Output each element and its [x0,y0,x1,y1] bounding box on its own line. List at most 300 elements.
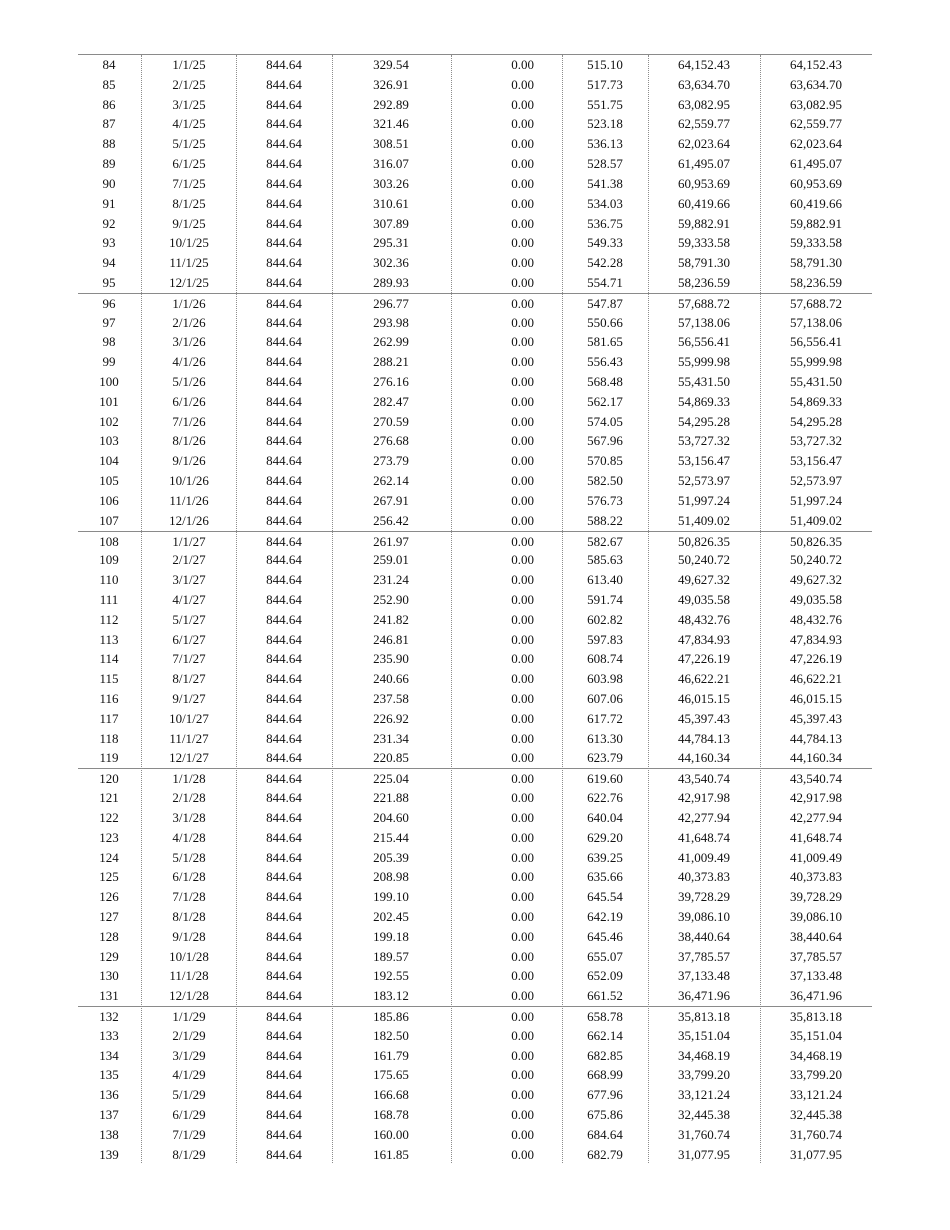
cell-balance: 64,152.43 [678,57,730,72]
cell-balance: 31,760.74 [678,1126,730,1142]
cell-extra [452,75,562,95]
cell-extra-value: 0.00 [511,156,534,172]
cell-interest: 256.42 [373,512,409,528]
cell-extra [452,748,562,768]
cell-extra-value: 0.00 [511,533,534,549]
cell-payment-date: 12/1/27 [169,750,209,766]
cell-payment-number: 122 [99,809,119,825]
cell-extra-value: 0.00 [511,255,534,271]
cell-extra-value: 0.00 [511,96,534,112]
cell-extra-value: 0.00 [511,295,534,311]
table-row [78,788,872,808]
cell-extra [452,630,562,650]
cell-payment-number: 117 [99,710,119,726]
cell-payment-amount: 844.64 [266,750,302,766]
table-row [78,1026,872,1046]
cell-payment-date: 11/1/26 [169,492,209,508]
cell-payment-amount: 844.64 [266,771,302,787]
cell-interest: 231.24 [373,572,409,588]
cell-interest: 288.21 [373,354,409,370]
cell-interest: 221.88 [373,790,409,806]
cell-payment-number: 99 [102,354,116,370]
cell-extra [452,769,562,788]
cell-extra-value: 0.00 [511,1087,534,1103]
cell-payment-number: 116 [99,691,119,706]
cell-ending-balance: 49,035.58 [790,591,842,607]
cell-payment-amount: 844.64 [266,413,302,429]
table-row [78,610,872,630]
cell-extra [452,332,562,352]
cell-interest: 295.31 [373,235,409,251]
cell-payment-number: 97 [102,314,116,330]
cell-principal: 682.79 [587,1146,623,1162]
cell-ending-balance: 48,432.76 [790,611,842,627]
cell-payment-date: 12/1/28 [169,988,209,1004]
cell-interest: 293.98 [373,314,409,330]
cell-payment-number: 128 [99,928,119,944]
cell-interest: 225.04 [373,771,409,787]
cell-ending-balance: 40,373.83 [790,869,842,885]
cell-payment-amount: 844.64 [266,57,302,72]
cell-payment-date: 1/1/25 [172,57,206,72]
amortization-table [78,54,872,1165]
cell-extra-value: 0.00 [511,790,534,806]
cell-interest: 202.45 [373,908,409,924]
cell-payment-number: 85 [102,76,116,92]
cell-principal: 551.75 [587,96,623,112]
cell-principal: 528.57 [587,156,623,172]
cell-interest: 161.79 [373,1047,409,1063]
cell-payment-date: 6/1/26 [172,393,206,409]
cell-payment-number: 87 [102,116,116,132]
cell-principal: 617.72 [587,710,623,726]
cell-payment-amount: 844.64 [266,1047,302,1063]
cell-ending-balance: 51,997.24 [790,492,842,508]
cell-ending-balance: 34,468.19 [790,1047,842,1063]
cell-ending-balance: 63,634.70 [790,76,842,92]
cell-extra-value: 0.00 [511,908,534,924]
cell-payment-number: 90 [102,175,116,191]
cell-payment-amount: 844.64 [266,96,302,112]
cell-payment-number: 134 [99,1047,119,1063]
cell-payment-date: 7/1/27 [172,651,206,667]
cell-extra [452,1145,562,1165]
table-row [78,927,872,947]
cell-interest: 226.92 [373,710,409,726]
cell-balance: 35,813.18 [678,1009,730,1024]
cell-extra-value: 0.00 [511,1047,534,1063]
cell-principal: 639.25 [587,849,623,865]
table-row [78,649,872,669]
cell-balance: 59,333.58 [678,235,730,251]
table-row [78,1105,872,1125]
cell-payment-amount: 844.64 [266,730,302,746]
cell-extra [452,194,562,214]
cell-principal: 536.13 [587,136,623,152]
cell-extra-value: 0.00 [511,492,534,508]
cell-extra [452,352,562,372]
cell-payment-amount: 844.64 [266,354,302,370]
cell-extra [452,1007,562,1026]
cell-interest: 204.60 [373,809,409,825]
cell-extra-value: 0.00 [511,671,534,687]
cell-balance: 52,573.97 [678,473,730,489]
table-row [78,986,872,1006]
cell-ending-balance: 37,133.48 [790,968,842,984]
cell-payment-amount: 844.64 [266,512,302,528]
cell-payment-date: 6/1/29 [172,1107,206,1123]
cell-interest: 189.57 [373,948,409,964]
cell-payment-date: 1/1/29 [172,1009,206,1024]
table-row [78,511,872,531]
cell-payment-date: 8/1/26 [172,433,206,449]
cell-interest: 292.89 [373,96,409,112]
cell-principal: 542.28 [587,255,623,271]
cell-payment-amount: 844.64 [266,829,302,845]
cell-payment-date: 5/1/27 [172,611,206,627]
cell-interest: 241.82 [373,611,409,627]
cell-payment-amount: 844.64 [266,908,302,924]
cell-payment-amount: 844.64 [266,473,302,489]
cell-principal: 661.52 [587,988,623,1004]
cell-payment-date: 10/1/28 [169,948,209,964]
cell-extra [452,313,562,333]
cell-payment-date: 5/1/25 [172,136,206,152]
cell-payment-date: 2/1/26 [172,314,206,330]
cell-balance: 60,419.66 [678,195,730,211]
cell-interest: 168.78 [373,1107,409,1123]
cell-payment-amount: 844.64 [266,295,302,311]
cell-payment-number: 96 [102,295,116,311]
cell-extra-value: 0.00 [511,473,534,489]
cell-payment-amount: 844.64 [266,453,302,469]
cell-payment-amount: 844.64 [266,1067,302,1083]
cell-balance: 54,295.28 [678,413,730,429]
cell-payment-number: 129 [99,948,119,964]
cell-ending-balance: 35,813.18 [790,1009,842,1024]
cell-extra-value: 0.00 [511,393,534,409]
cell-ending-balance: 53,727.32 [790,433,842,449]
table-row [78,114,872,134]
cell-extra [452,907,562,927]
cell-balance: 47,834.93 [678,631,730,647]
cell-interest: 296.77 [373,295,409,311]
cell-principal: 655.07 [587,948,623,964]
cell-ending-balance: 51,409.02 [790,512,842,528]
cell-interest: 199.18 [373,928,409,944]
cell-payment-amount: 844.64 [266,611,302,627]
cell-principal: 608.74 [587,651,623,667]
cell-ending-balance: 41,009.49 [790,849,842,865]
cell-payment-number: 123 [99,829,119,845]
cell-ending-balance: 31,077.95 [790,1146,842,1162]
table-row [78,709,872,729]
cell-balance: 61,495.07 [678,156,730,172]
cell-payment-number: 100 [99,374,119,389]
table-row [78,253,872,273]
cell-payment-date: 7/1/25 [172,175,206,191]
cell-payment-amount: 844.64 [266,671,302,687]
cell-extra-value: 0.00 [511,1107,534,1123]
table-row [78,808,872,828]
cell-payment-amount: 844.64 [266,374,302,389]
cell-ending-balance: 54,869.33 [790,393,842,409]
cell-payment-amount: 844.64 [266,869,302,885]
cell-extra-value: 0.00 [511,1067,534,1083]
cell-interest: 199.10 [373,889,409,905]
cell-balance: 44,784.13 [678,730,730,746]
cell-balance: 55,431.50 [678,374,730,389]
cell-payment-date: 9/1/25 [172,215,206,231]
cell-payment-date: 5/1/29 [172,1087,206,1103]
cell-extra [452,590,562,610]
cell-payment-amount: 844.64 [266,889,302,905]
table-row [78,95,872,115]
cell-payment-number: 104 [99,453,119,469]
table-row [78,491,872,511]
cell-balance: 43,540.74 [678,771,730,787]
cell-principal: 562.17 [587,393,623,409]
cell-payment-date: 6/1/28 [172,869,206,885]
cell-payment-amount: 844.64 [266,195,302,211]
cell-extra-value: 0.00 [511,750,534,766]
cell-principal: 582.50 [587,473,623,489]
cell-ending-balance: 61,495.07 [790,156,842,172]
cell-principal: 581.65 [587,334,623,350]
cell-extra-value: 0.00 [511,374,534,389]
table-row [78,194,872,214]
cell-principal: 645.46 [587,928,623,944]
cell-extra [452,174,562,194]
cell-principal: 682.85 [587,1047,623,1063]
cell-ending-balance: 50,240.72 [790,552,842,568]
cell-balance: 51,997.24 [678,492,730,508]
cell-interest: 208.98 [373,869,409,885]
cell-balance: 62,023.64 [678,136,730,152]
cell-payment-date: 4/1/28 [172,829,206,845]
cell-extra-value: 0.00 [511,136,534,152]
cell-payment-amount: 844.64 [266,1009,302,1024]
cell-ending-balance: 58,236.59 [790,274,842,290]
table-row [78,174,872,194]
table-row [78,471,872,491]
cell-payment-amount: 844.64 [266,691,302,706]
cell-payment-number: 95 [102,274,116,290]
cell-extra [452,986,562,1006]
cell-extra [452,1026,562,1046]
cell-interest: 329.54 [373,57,409,72]
cell-extra [452,471,562,491]
table-row [78,590,872,610]
cell-extra-value: 0.00 [511,611,534,627]
table-row [78,848,872,868]
cell-principal: 534.03 [587,195,623,211]
cell-payment-amount: 844.64 [266,433,302,449]
cell-extra-value: 0.00 [511,1146,534,1162]
cell-balance: 33,799.20 [678,1067,730,1083]
cell-payment-date: 8/1/27 [172,671,206,687]
cell-payment-amount: 844.64 [266,175,302,191]
cell-balance: 33,121.24 [678,1087,730,1103]
cell-extra [452,372,562,392]
cell-extra-value: 0.00 [511,691,534,706]
cell-interest: 205.39 [373,849,409,865]
cell-interest: 276.16 [373,374,409,389]
cell-payment-amount: 844.64 [266,651,302,667]
cell-principal: 629.20 [587,829,623,845]
cell-interest: 308.51 [373,136,409,152]
cell-ending-balance: 59,333.58 [790,235,842,251]
cell-extra-value: 0.00 [511,730,534,746]
cell-ending-balance: 44,160.34 [790,750,842,766]
cell-extra [452,709,562,729]
table-row [78,313,872,333]
table-row [78,273,872,293]
cell-ending-balance: 52,573.97 [790,473,842,489]
cell-payment-date: 6/1/27 [172,631,206,647]
cell-payment-date: 7/1/29 [172,1126,206,1142]
cell-extra-value: 0.00 [511,552,534,568]
cell-extra [452,1085,562,1105]
table-row [78,134,872,154]
cell-payment-date: 3/1/25 [172,96,206,112]
cell-payment-date: 3/1/27 [172,572,206,588]
table-row [78,907,872,927]
cell-payment-date: 5/1/26 [172,374,206,389]
cell-extra [452,392,562,412]
table-row [78,55,872,75]
cell-balance: 58,791.30 [678,255,730,271]
cell-ending-balance: 33,121.24 [790,1087,842,1103]
cell-principal: 613.30 [587,730,623,746]
cell-payment-amount: 844.64 [266,314,302,330]
cell-principal: 602.82 [587,611,623,627]
cell-payment-number: 111 [99,591,119,607]
cell-interest: 259.01 [373,552,409,568]
cell-payment-amount: 844.64 [266,255,302,271]
cell-extra [452,273,562,293]
table-row [78,630,872,650]
cell-balance: 59,882.91 [678,215,730,231]
cell-ending-balance: 44,784.13 [790,730,842,746]
table-row [78,352,872,372]
cell-extra [452,966,562,986]
cell-balance: 57,688.72 [678,295,730,311]
cell-interest: 276.68 [373,433,409,449]
cell-balance: 38,440.64 [678,928,730,944]
cell-payment-number: 106 [99,492,119,508]
cell-payment-number: 130 [99,968,119,984]
cell-payment-amount: 844.64 [266,235,302,251]
cell-payment-date: 4/1/26 [172,354,206,370]
cell-payment-date: 7/1/28 [172,889,206,905]
cell-balance: 60,953.69 [678,175,730,191]
cell-payment-number: 127 [99,908,119,924]
cell-payment-number: 121 [99,790,119,806]
cell-extra [452,887,562,907]
cell-balance: 53,156.47 [678,453,730,469]
cell-interest: 267.91 [373,492,409,508]
cell-ending-balance: 38,440.64 [790,928,842,944]
cell-interest: 261.97 [373,533,409,549]
cell-balance: 42,917.98 [678,790,730,806]
cell-principal: 515.10 [587,57,623,72]
cell-principal: 567.96 [587,433,623,449]
cell-payment-amount: 844.64 [266,393,302,409]
cell-ending-balance: 33,799.20 [790,1067,842,1083]
cell-balance: 63,082.95 [678,96,730,112]
cell-principal: 603.98 [587,671,623,687]
cell-interest: 270.59 [373,413,409,429]
cell-ending-balance: 41,648.74 [790,829,842,845]
cell-principal: 554.71 [587,274,623,290]
cell-principal: 668.99 [587,1067,623,1083]
cell-interest: 215.44 [373,829,409,845]
cell-principal: 622.76 [587,790,623,806]
cell-principal: 642.19 [587,908,623,924]
cell-interest: 160.00 [373,1126,409,1142]
cell-payment-date: 8/1/28 [172,908,206,924]
cell-payment-date: 7/1/26 [172,413,206,429]
cell-extra [452,491,562,511]
cell-extra-value: 0.00 [511,57,534,72]
cell-payment-amount: 844.64 [266,116,302,132]
table-row [78,431,872,451]
cell-extra-value: 0.00 [511,968,534,984]
cell-payment-date: 10/1/25 [169,235,209,251]
cell-principal: 658.78 [587,1009,623,1024]
cell-payment-date: 3/1/29 [172,1047,206,1063]
cell-principal: 549.33 [587,235,623,251]
cell-payment-amount: 844.64 [266,76,302,92]
cell-principal: 635.66 [587,869,623,885]
cell-extra [452,788,562,808]
cell-payment-date: 9/1/27 [172,691,206,706]
cell-payment-date: 4/1/27 [172,591,206,607]
cell-balance: 46,015.15 [678,691,730,706]
cell-balance: 50,240.72 [678,552,730,568]
cell-principal: 640.04 [587,809,623,825]
table-row [78,748,872,768]
table-row [78,392,872,412]
cell-payment-number: 115 [99,671,119,687]
cell-ending-balance: 60,953.69 [790,175,842,191]
cell-balance: 55,999.98 [678,354,730,370]
cell-interest: 182.50 [373,1027,409,1043]
cell-ending-balance: 37,785.57 [790,948,842,964]
cell-principal: 652.09 [587,968,623,984]
cell-balance: 37,785.57 [678,948,730,964]
cell-payment-number: 138 [99,1126,119,1142]
cell-payment-amount: 844.64 [266,156,302,172]
cell-payment-amount: 844.64 [266,631,302,647]
cell-payment-amount: 844.64 [266,948,302,964]
cell-balance: 54,869.33 [678,393,730,409]
cell-principal: 517.73 [587,76,623,92]
cell-balance: 58,236.59 [678,274,730,290]
table-row [78,214,872,234]
cell-ending-balance: 42,277.94 [790,809,842,825]
cell-payment-number: 124 [99,849,119,865]
table-row [78,1006,872,1026]
cell-payment-date: 10/1/27 [169,710,209,726]
cell-balance: 34,468.19 [678,1047,730,1063]
table-row [78,233,872,253]
cell-principal: 613.40 [587,572,623,588]
cell-payment-number: 91 [102,195,116,211]
cell-extra [452,649,562,669]
cell-extra-value: 0.00 [511,314,534,330]
